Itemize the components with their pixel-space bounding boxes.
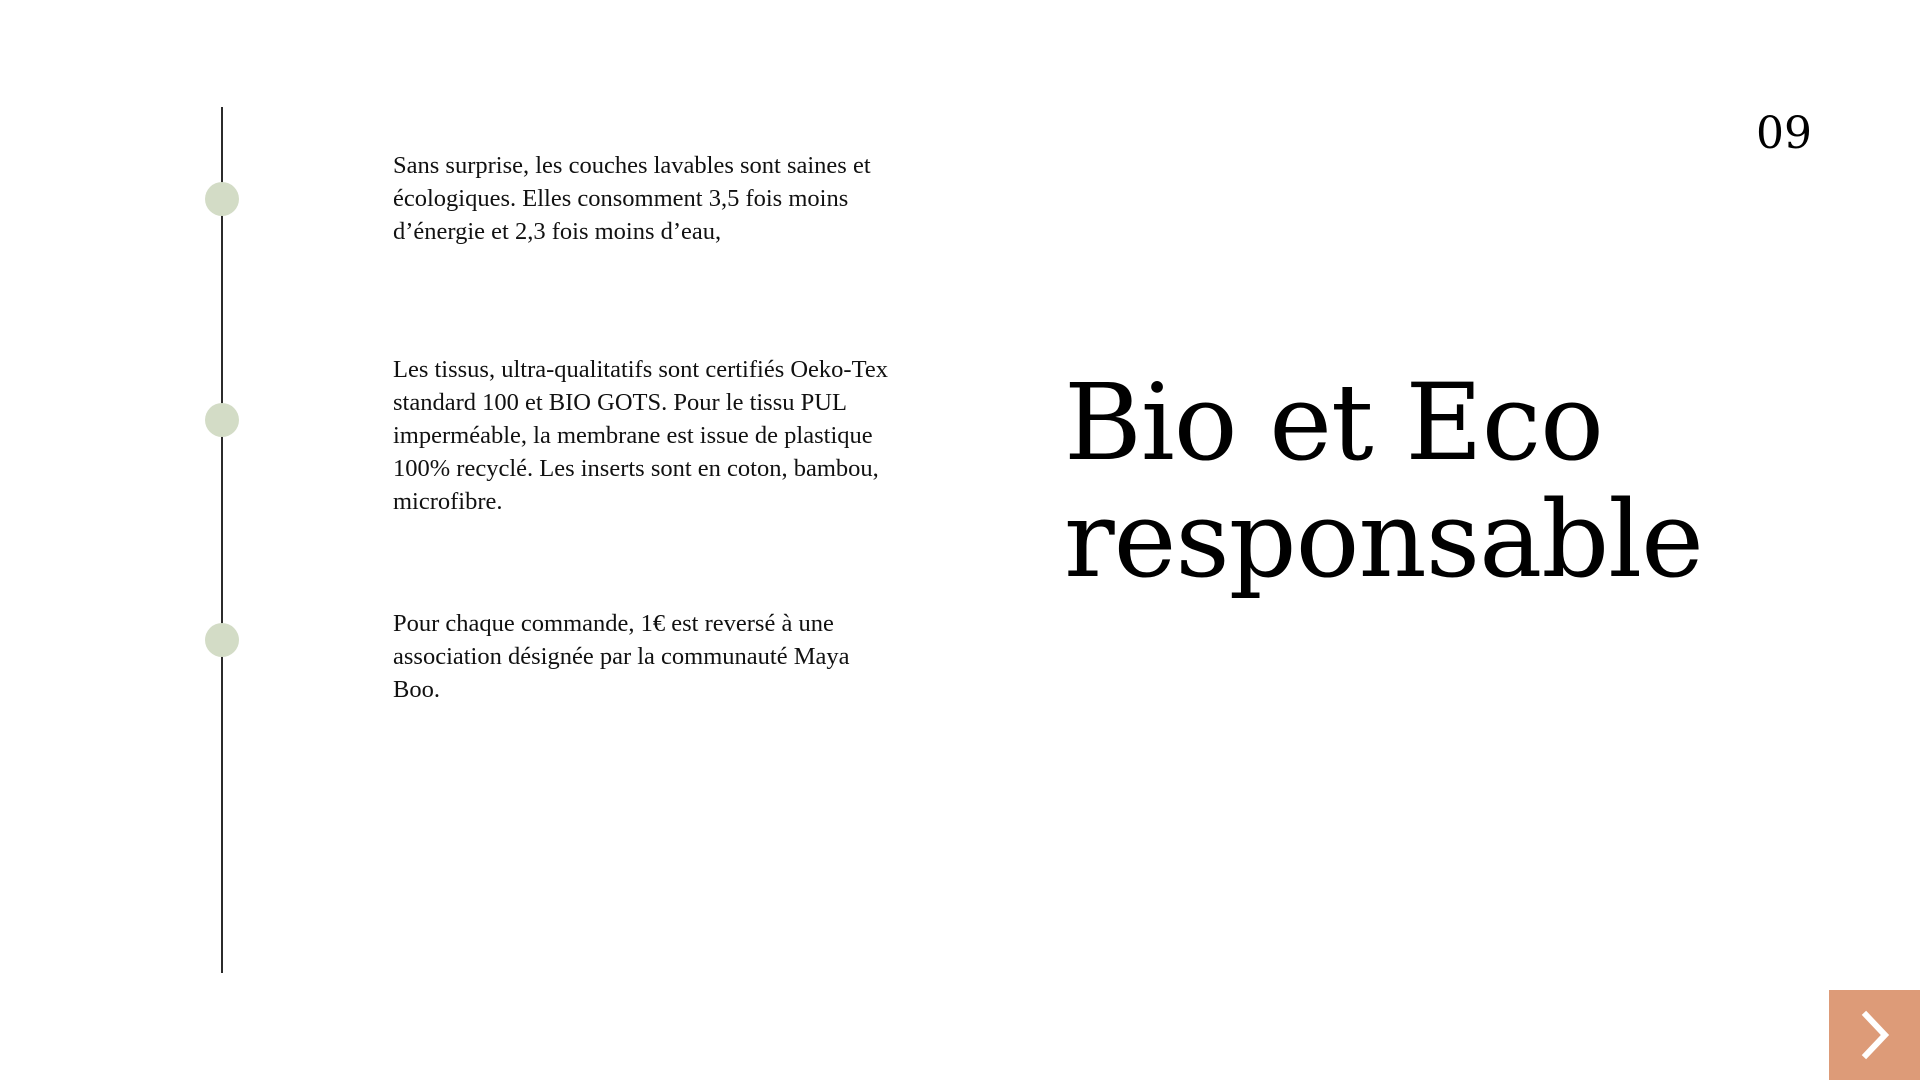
timeline-text-1: Sans surprise, les couches lavables sont saines et écologiques. Elles consomment 3,5 fois moins d’énergie et 2,3 fois moins d’eau,	[393, 152, 871, 245]
slide-title-line-2: responsable	[1064, 478, 1703, 601]
timeline-text-2: Les tissus, ultra-qualitatifs sont certifiés Oeko-Tex standard 100 et BIO GOTS. Pour le tissu PUL imperméable, la membrane est issue de plastique 100% recyclé. Les inserts sont en coton, bambou, microfibre.	[393, 356, 888, 515]
timeline-dot-1	[205, 182, 239, 216]
chevron-right-icon	[1855, 1010, 1895, 1060]
slide-title-line-1: Bio et Eco	[1064, 361, 1603, 484]
timeline-line	[221, 107, 223, 973]
timeline-dot-2	[205, 403, 239, 437]
slide-title	[1064, 361, 1703, 601]
timeline-dot-3	[205, 623, 239, 657]
next-slide-button[interactable]	[1829, 990, 1920, 1080]
page-number: 09	[1756, 108, 1812, 159]
timeline-text-3: Pour chaque commande, 1€ est reversé à une association désignée par la communauté Maya Boo.	[393, 610, 850, 703]
